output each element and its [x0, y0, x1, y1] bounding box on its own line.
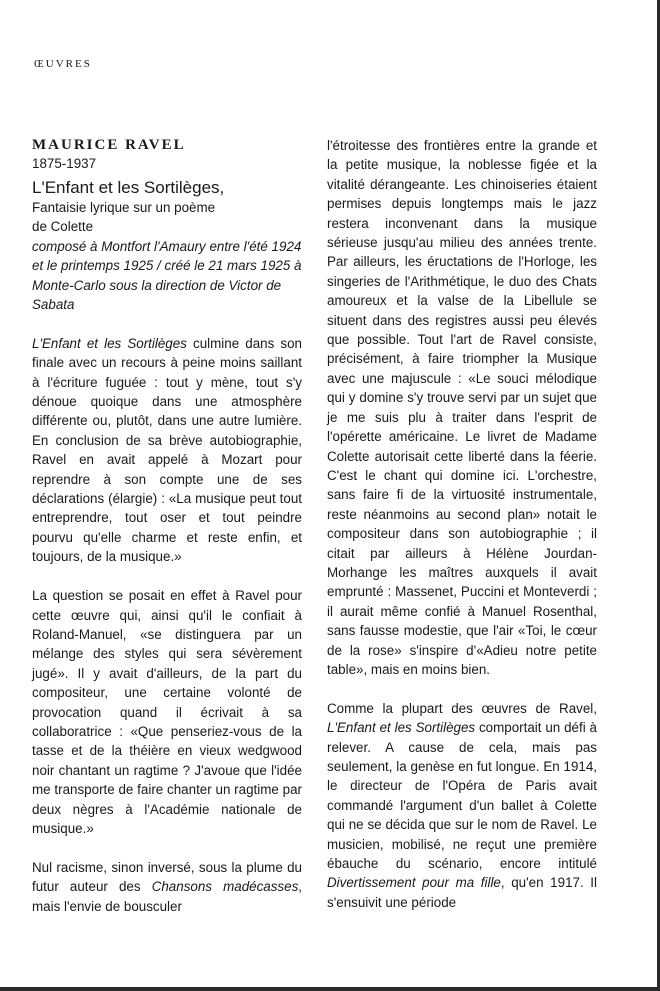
paragraph-5-italic-1: L'Enfant et les Sortilèges [327, 720, 476, 736]
paragraph-3-text-a: Nul racisme, sinon inversé, sous la plume du futur auteur des [32, 859, 302, 895]
paragraph-5-text-a: Comme la plupart des œuvres de Ravel, [327, 700, 597, 716]
composition-info: composé à Montfort l'Amaury entre l'été 1924 et le printemps 1925 / créé le 21 mars 1925 à Monte-Carlo sous la direction de Victor de Sabata [32, 238, 302, 313]
section-label: ŒUVRES [34, 58, 92, 70]
paragraph-3-italic: Chansons madécasses [151, 879, 299, 895]
paragraph-4: l'étroitesse des frontières entre la grande et la petite musique, la noblesse figée et la vitalité dérangeante. Les chinoiseries étaient permises depuis longtemps mais le jazz restera inconvenant dans la musique sérieuse jusqu'au milieu des années trente. Par ailleurs, les éructations de l'Horloge, les singeries de l'Arithmétique, le duo des Chats amoureux et la valse de la Libellule se situent dans des registres aussi peu élevés que possible. Tout l'art de Ravel consiste, précisément, à faire triompher la Musique avec une majuscule : «Le souci mélodique qui y domine s'y trouve servi par un sujet que je me suis plu à traiter dans l'esprit de l'opérette américaine. Le livret de Madame Colette autorisait cette liberté dans la féerie. C'est le chant qui domine ici. L'orchestre, sans faire fi de la virtuosité instrumentale, reste néanmoins au second plan» notait le compositeur dans son autobiographie ; il citait par ailleurs à Hélène Jourdan-Morhange les maîtres auxquels il avait emprunté : Massenet, Puccini et Monteverdi ; il aurait même confié à Manuel Rosenthal, sans fausse modestie, que l'air «Toi, le cœur de la rose» s'inspire d'«Adieu notre petite table», mais en moins bien. [327, 138, 597, 677]
left-column [32, 136, 302, 916]
paragraph-1-text: culmine dans son finale avec un recours à peine moins saillant à l'écriture fuguée : tout y mène, tout s'y dénoue quoique dans une atmosphère différente ou, plutôt, dans une autre lumière. En conclusion de sa brève autobiographie, Ravel en avait appelé à Mozart pour reprendre à son compte une de ses déclarations (élargie) : «La musique peut tout entreprendre, tout oser et tout peindre pourvu qu'elle charme et reste enfin, et toujours, de la musique.» [32, 335, 302, 565]
paragraph-5-text-c: , qu'en 1917. Il s'ensuivit une période [327, 875, 597, 910]
paragraph-3 [32, 858, 302, 916]
paragraph-5-text-b: comportait un défi à relever. A cause de cela, mais pas seulement, la genèse en fut longue. En 1914, le directeur de l'Opéra de Paris avait commandé l'argument d'un ballet à Colette qui ne se décida que sur le nom de Ravel. Le musicien, mobilisé, ne reçut une première ébauche du scénario, encore intitulé [327, 720, 597, 872]
work-subtitle-line-1: Fantaisie lyrique sur un poème [32, 200, 216, 215]
composer-name: MAURICE RAVEL [32, 137, 186, 153]
paragraph-1 [32, 334, 302, 567]
work-title: L'Enfant et les Sortilèges, [32, 178, 225, 197]
right-column [327, 136, 597, 912]
paragraph-3-text-b: , mais l'envie de bousculer [32, 879, 302, 914]
work-title-italic: L'Enfant et les Sortilèges [32, 335, 187, 351]
paragraph-2: La question se posait en effet à Ravel pour cette œuvre qui, ainsi qu'il le confiait à Roland-Manuel, «se distinguera par un mélange des styles qui sera sévèrement jugé». Il y avait d'ailleurs, de la part du compositeur, une certaine volonté de provocation quand il écrivait à sa collaboratrice : «Que penseriez-vous de la tasse et de la théière en vieux wedgwood noir chantant un ragtime ? J'avoue que l'idée me transporte de faire chanter un ragtime par deux nègres à l'Académie nationale de musique.» [32, 588, 302, 836]
composer-dates: 1875-1937 [32, 156, 97, 171]
work-subtitle-line-2: de Colette [32, 219, 94, 235]
paragraph-5 [327, 699, 597, 912]
paragraph-5-italic-2: Divertissement pour ma fille [327, 875, 501, 891]
